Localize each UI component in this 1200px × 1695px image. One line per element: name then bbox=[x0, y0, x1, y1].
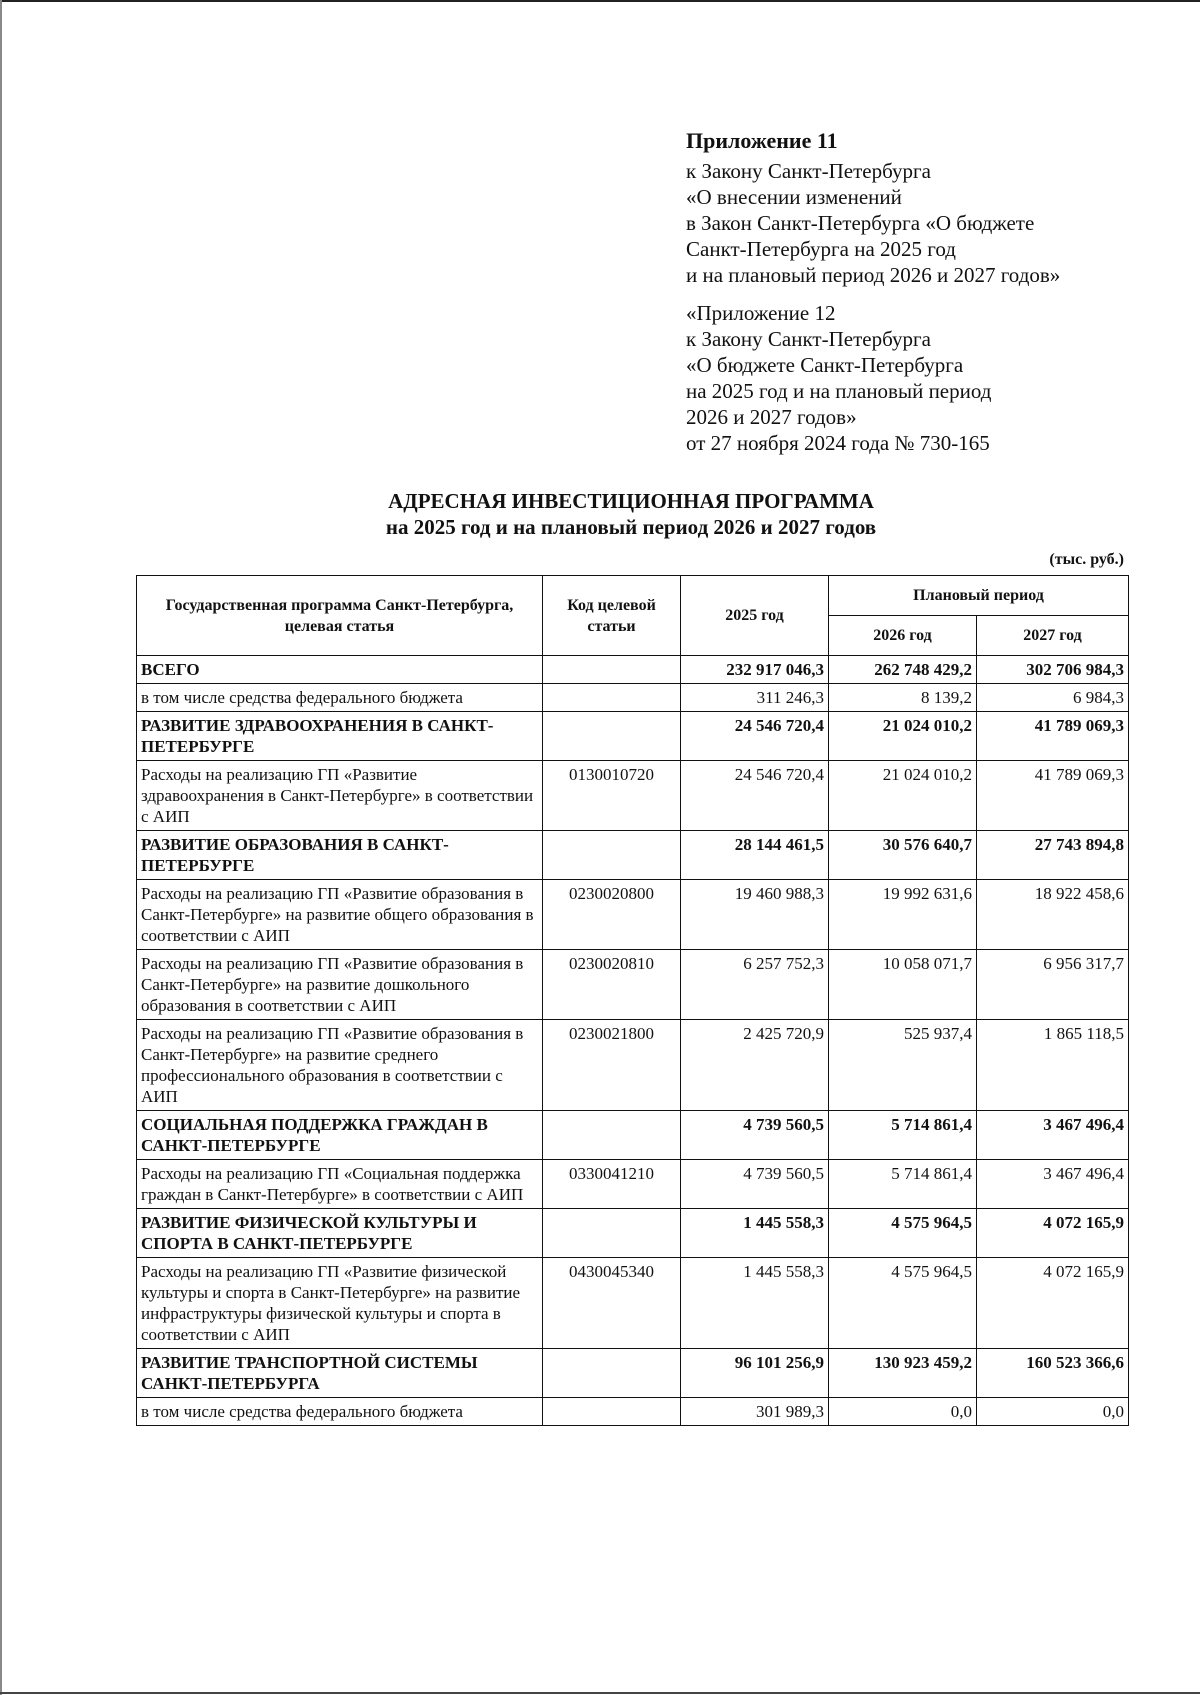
cell-program-name: РАЗВИТИЕ ЗДРАВООХРАНЕНИЯ В САНКТ-ПЕТЕРБУРГЕ bbox=[137, 712, 543, 761]
table-row bbox=[137, 831, 1129, 880]
cell-2027: 6 956 317,7 bbox=[977, 950, 1129, 1020]
cell-2027: 4 072 165,9 bbox=[977, 1209, 1129, 1258]
cell-2025: 2 425 720,9 bbox=[681, 1020, 829, 1111]
cell-2027: 302 706 984,3 bbox=[977, 656, 1129, 684]
cell-2027: 4 072 165,9 bbox=[977, 1258, 1129, 1349]
header-planned-period: Плановый период bbox=[829, 576, 1129, 616]
table-row bbox=[137, 1258, 1129, 1349]
cell-2027: 0,0 bbox=[977, 1398, 1129, 1426]
unit-label: (тыс. руб.) bbox=[1049, 551, 1124, 568]
cell-code: 0130010720 bbox=[543, 761, 681, 831]
appendix-line: «О бюджете Санкт-Петербурга bbox=[686, 353, 964, 377]
cell-code bbox=[543, 656, 681, 684]
cell-2027: 18 922 458,6 bbox=[977, 880, 1129, 950]
cell-code: 0230020810 bbox=[543, 950, 681, 1020]
cell-program-name: РАЗВИТИЕ ОБРАЗОВАНИЯ В САНКТ-ПЕТЕРБУРГЕ bbox=[137, 831, 543, 880]
appendix-line: на 2025 год и на плановый период bbox=[686, 379, 992, 403]
cell-2026: 4 575 964,5 bbox=[829, 1258, 977, 1349]
cell-code bbox=[543, 1111, 681, 1160]
table-row bbox=[137, 684, 1129, 712]
table-row bbox=[137, 1209, 1129, 1258]
cell-code bbox=[543, 712, 681, 761]
cell-2026: 262 748 429,2 bbox=[829, 656, 977, 684]
cell-2027: 160 523 366,6 bbox=[977, 1349, 1129, 1398]
cell-code bbox=[543, 831, 681, 880]
cell-2025: 24 546 720,4 bbox=[681, 712, 829, 761]
header-2027: 2027 год bbox=[977, 616, 1129, 656]
cell-2026: 21 024 010,2 bbox=[829, 712, 977, 761]
cell-2025: 301 989,3 bbox=[681, 1398, 829, 1426]
table-row bbox=[137, 1398, 1129, 1426]
appendix-line: в Закон Санкт-Петербурга «О бюджете bbox=[686, 211, 1035, 235]
cell-2027: 3 467 496,4 bbox=[977, 1160, 1129, 1209]
cell-2025: 19 460 988,3 bbox=[681, 880, 829, 950]
cell-program-name: Расходы на реализацию ГП «Развитие образования в Санкт-Петербурге» на развитие среднего профессионального образования в соответствии с АИП bbox=[137, 1020, 543, 1111]
page-border-left bbox=[0, 0, 2, 1695]
cell-program-name: Расходы на реализацию ГП «Развитие здравоохранения в Санкт-Петербурге» в соответствии с АИП bbox=[137, 761, 543, 831]
cell-program-name: в том числе средства федерального бюджета bbox=[137, 1398, 543, 1426]
cell-2025: 28 144 461,5 bbox=[681, 831, 829, 880]
table-row bbox=[137, 1349, 1129, 1398]
cell-code bbox=[543, 1349, 681, 1398]
appendix-line: к Закону Санкт-Петербурга bbox=[686, 327, 931, 351]
appendix-line: «Приложение 12 bbox=[686, 301, 836, 325]
header-2025: 2025 год bbox=[681, 576, 829, 656]
investment-program-table bbox=[136, 575, 1129, 1426]
table-row bbox=[137, 761, 1129, 831]
cell-2025: 1 445 558,3 bbox=[681, 1209, 829, 1258]
document-title-line1: АДРЕСНАЯ ИНВЕСТИЦИОННАЯ ПРОГРАММА bbox=[388, 489, 874, 513]
header-program: Государственная программа Санкт-Петербурга, целевая статья bbox=[137, 576, 543, 656]
page-border-bottom bbox=[0, 1692, 1200, 1694]
table-row bbox=[137, 950, 1129, 1020]
cell-2026: 21 024 010,2 bbox=[829, 761, 977, 831]
cell-2026: 4 575 964,5 bbox=[829, 1209, 977, 1258]
appendix-line: от 27 ноября 2024 года № 730-165 bbox=[686, 431, 990, 455]
cell-code bbox=[543, 1398, 681, 1426]
cell-code: 0330041210 bbox=[543, 1160, 681, 1209]
cell-code: 0430045340 bbox=[543, 1258, 681, 1349]
page-border-top bbox=[0, 0, 1200, 2]
appendix-lines-2 bbox=[686, 300, 1146, 456]
cell-2025: 96 101 256,9 bbox=[681, 1349, 829, 1398]
appendix-line: 2026 и 2027 годов» bbox=[686, 405, 857, 429]
cell-2027: 3 467 496,4 bbox=[977, 1111, 1129, 1160]
appendix-line: к Закону Санкт-Петербурга bbox=[686, 159, 931, 183]
cell-2026: 5 714 861,4 bbox=[829, 1160, 977, 1209]
cell-2027: 41 789 069,3 bbox=[977, 712, 1129, 761]
table-row bbox=[137, 880, 1129, 950]
cell-2025: 232 917 046,3 bbox=[681, 656, 829, 684]
cell-2026: 8 139,2 bbox=[829, 684, 977, 712]
cell-2027: 41 789 069,3 bbox=[977, 761, 1129, 831]
cell-2025: 4 739 560,5 bbox=[681, 1160, 829, 1209]
table-row bbox=[137, 656, 1129, 684]
cell-code bbox=[543, 684, 681, 712]
cell-2026: 19 992 631,6 bbox=[829, 880, 977, 950]
appendix-title: Приложение 11 bbox=[686, 128, 838, 153]
cell-2027: 6 984,3 bbox=[977, 684, 1129, 712]
cell-2026: 0,0 bbox=[829, 1398, 977, 1426]
cell-2025: 1 445 558,3 bbox=[681, 1258, 829, 1349]
header-2026: 2026 год bbox=[829, 616, 977, 656]
table-row bbox=[137, 712, 1129, 761]
cell-program-name: СОЦИАЛЬНАЯ ПОДДЕРЖКА ГРАЖДАН В САНКТ-ПЕТЕРБУРГЕ bbox=[137, 1111, 543, 1160]
cell-2025: 311 246,3 bbox=[681, 684, 829, 712]
cell-2025: 24 546 720,4 bbox=[681, 761, 829, 831]
table-row bbox=[137, 1160, 1129, 1209]
document-title bbox=[130, 488, 1132, 540]
cell-2026: 30 576 640,7 bbox=[829, 831, 977, 880]
appendix-line: Санкт-Петербурга на 2025 год bbox=[686, 237, 956, 261]
cell-2026: 10 058 071,7 bbox=[829, 950, 977, 1020]
appendix-line: и на плановый период 2026 и 2027 годов» bbox=[686, 263, 1061, 287]
cell-2025: 6 257 752,3 bbox=[681, 950, 829, 1020]
cell-program-name: Расходы на реализацию ГП «Развитие физической культуры и спорта в Санкт-Петербурге» на развитие инфраструктуры физической культуры и спорта в соответствии с АИП bbox=[137, 1258, 543, 1349]
cell-2026: 130 923 459,2 bbox=[829, 1349, 977, 1398]
header-code: Код целевой статьи bbox=[543, 576, 681, 656]
table-body bbox=[137, 656, 1129, 1426]
appendix-header bbox=[686, 128, 1146, 456]
cell-code: 0230020800 bbox=[543, 880, 681, 950]
cell-2027: 1 865 118,5 bbox=[977, 1020, 1129, 1111]
appendix-lines bbox=[686, 158, 1146, 288]
cell-2026: 5 714 861,4 bbox=[829, 1111, 977, 1160]
table-row bbox=[137, 1020, 1129, 1111]
cell-program-name: РАЗВИТИЕ ТРАНСПОРТНОЙ СИСТЕМЫ САНКТ-ПЕТЕРБУРГА bbox=[137, 1349, 543, 1398]
cell-program-name: Расходы на реализацию ГП «Развитие образования в Санкт-Петербурге» на развитие общего образования в соответствии с АИП bbox=[137, 880, 543, 950]
cell-code bbox=[543, 1209, 681, 1258]
cell-program-name: в том числе средства федерального бюджета bbox=[137, 684, 543, 712]
document-title-line2: на 2025 год и на плановый период 2026 и 2027 годов bbox=[385, 515, 877, 539]
cell-program-name: Расходы на реализацию ГП «Развитие образования в Санкт-Петербурге» на развитие дошкольного образования в соответствии с АИП bbox=[137, 950, 543, 1020]
appendix-line: «О внесении изменений bbox=[686, 185, 902, 209]
cell-code: 0230021800 bbox=[543, 1020, 681, 1111]
cell-program-name: РАЗВИТИЕ ФИЗИЧЕСКОЙ КУЛЬТУРЫ И СПОРТА В САНКТ-ПЕТЕРБУРГЕ bbox=[137, 1209, 543, 1258]
cell-program-name: ВСЕГО bbox=[137, 656, 543, 684]
cell-2026: 525 937,4 bbox=[829, 1020, 977, 1111]
cell-2025: 4 739 560,5 bbox=[681, 1111, 829, 1160]
cell-program-name: Расходы на реализацию ГП «Социальная поддержка граждан в Санкт-Петербурге» в соответствии с АИП bbox=[137, 1160, 543, 1209]
table-row bbox=[137, 1111, 1129, 1160]
cell-2027: 27 743 894,8 bbox=[977, 831, 1129, 880]
